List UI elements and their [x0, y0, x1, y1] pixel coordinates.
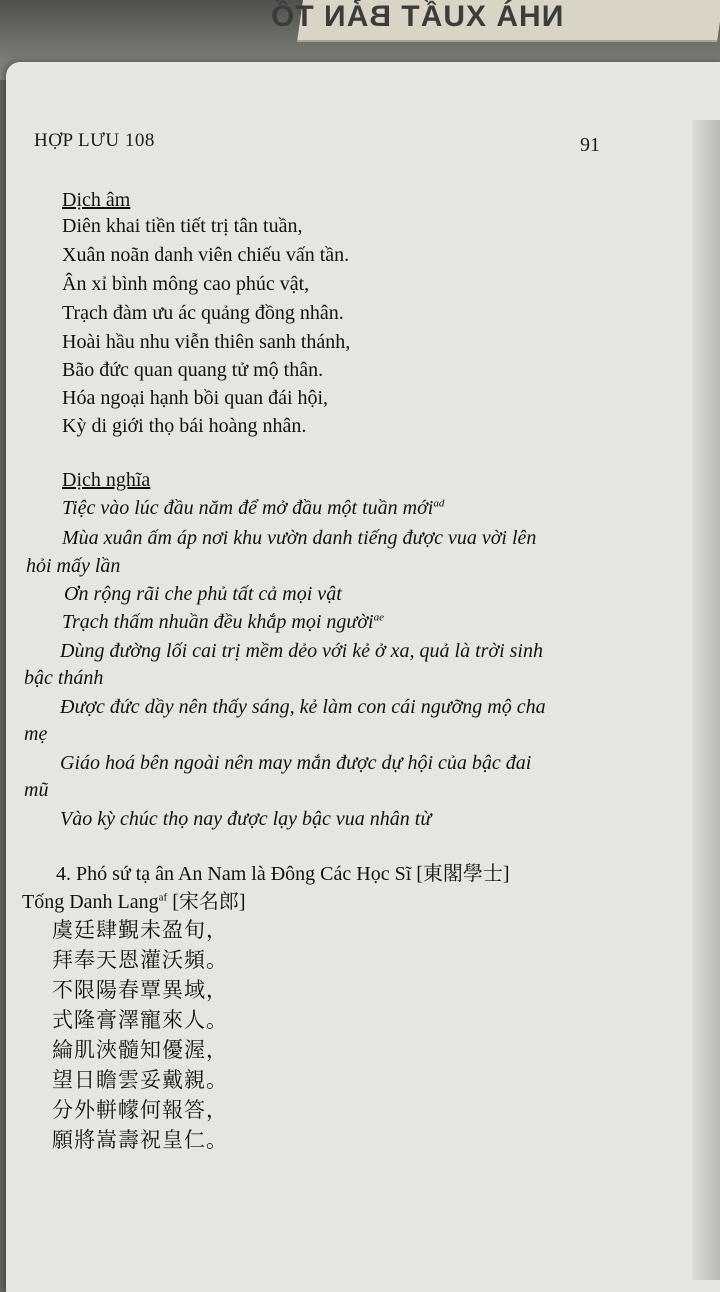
han-poem-line: 拜奉天恩灌沃頻。	[52, 948, 228, 972]
verse-line: Diên khai tiền tiết trị tân tuần,	[62, 215, 303, 237]
translation-line-continued: mẹ	[24, 723, 48, 745]
han-poem-line: 式隆膏澤寵來人。	[52, 1008, 228, 1032]
han-poem-line: 分外軿幪何報答，	[52, 1098, 228, 1122]
verse-line: Hoài hầu nhu viễn thiên sanh thánh,	[62, 331, 351, 353]
section-title-continued	[22, 888, 246, 916]
translation-line: Được đức dầy nên thấy sáng, kẻ làm con cái ngưỡng mộ cha	[60, 696, 546, 718]
translation-line: Vào kỳ chúc thọ nay được lạy bậc vua nhân từ	[60, 808, 432, 830]
person-name-han: [宋名郎]	[167, 891, 246, 913]
page-edge	[692, 120, 720, 1280]
translation-line	[62, 608, 384, 636]
translation-line-continued: bậc thánh	[24, 667, 104, 689]
verse-line: Ân xỉ bình mông cao phúc vật,	[62, 273, 310, 295]
han-poem-line: 不限陽春覃異域，	[52, 978, 228, 1002]
translation-line	[62, 494, 444, 522]
running-head: HỢP LƯU 108	[34, 130, 155, 151]
han-poem-line: 虞廷肆覲未盈旬，	[52, 918, 228, 942]
han-poem-line: 綸肌浹髓知優渥，	[52, 1038, 228, 1062]
translation-line: Giáo hoá bên ngoài nên may mắn được dự hội của bậc đai	[60, 752, 532, 774]
dich-nghia-heading: Dịch nghĩa	[62, 469, 151, 491]
translation-line: Mùa xuân ấm áp nơi khu vườn danh tiếng được vua vời lên	[62, 527, 537, 549]
verse-line: Hóa ngoại hạnh bồi quan đái hội,	[62, 387, 329, 409]
translation-line: Ơn rộng rãi che phủ tất cả mọi vật	[64, 583, 342, 605]
section-title: 4. Phó sứ tạ ân An Nam là Đông Các Học Sĩ [東閣學士]	[56, 863, 510, 885]
verse-line: Bão đức quan quang tử mộ thân.	[62, 359, 324, 381]
footnote-marker: ae	[373, 611, 384, 624]
footnote-marker: ad	[433, 497, 445, 510]
book-spine-title: NHÀ XUẤT BẢN TỔ	[270, 0, 564, 33]
dich-am-heading: Dịch âm	[62, 189, 131, 211]
han-poem-line: 願將嵩壽祝皇仁。	[52, 1128, 228, 1152]
verse-line: Xuân noãn danh viên chiếu vấn tần.	[62, 244, 350, 266]
footnote-marker: af	[158, 891, 168, 904]
translation-text: Trạch thấm nhuần đều khắp mọi người	[62, 611, 374, 633]
translation-line-continued: hỏi mấy lần	[26, 555, 121, 577]
han-poem-line: 望日瞻雲妥戴親。	[52, 1068, 228, 1092]
verse-line: Kỳ di giới thọ bái hoàng nhân.	[62, 415, 307, 437]
page-number: 91	[580, 134, 600, 156]
verse-line: Trạch đàm ưu ác quảng đồng nhân.	[62, 302, 344, 324]
translation-line-continued: mũ	[24, 779, 49, 801]
translation-text: Tiệc vào lúc đầu năm để mở đầu một tuần mới	[62, 497, 434, 519]
person-name: Tống Danh Lang	[22, 891, 159, 913]
translation-line: Dùng đường lối cai trị mềm dẻo với kẻ ở xa, quả là trời sinh	[60, 640, 543, 662]
